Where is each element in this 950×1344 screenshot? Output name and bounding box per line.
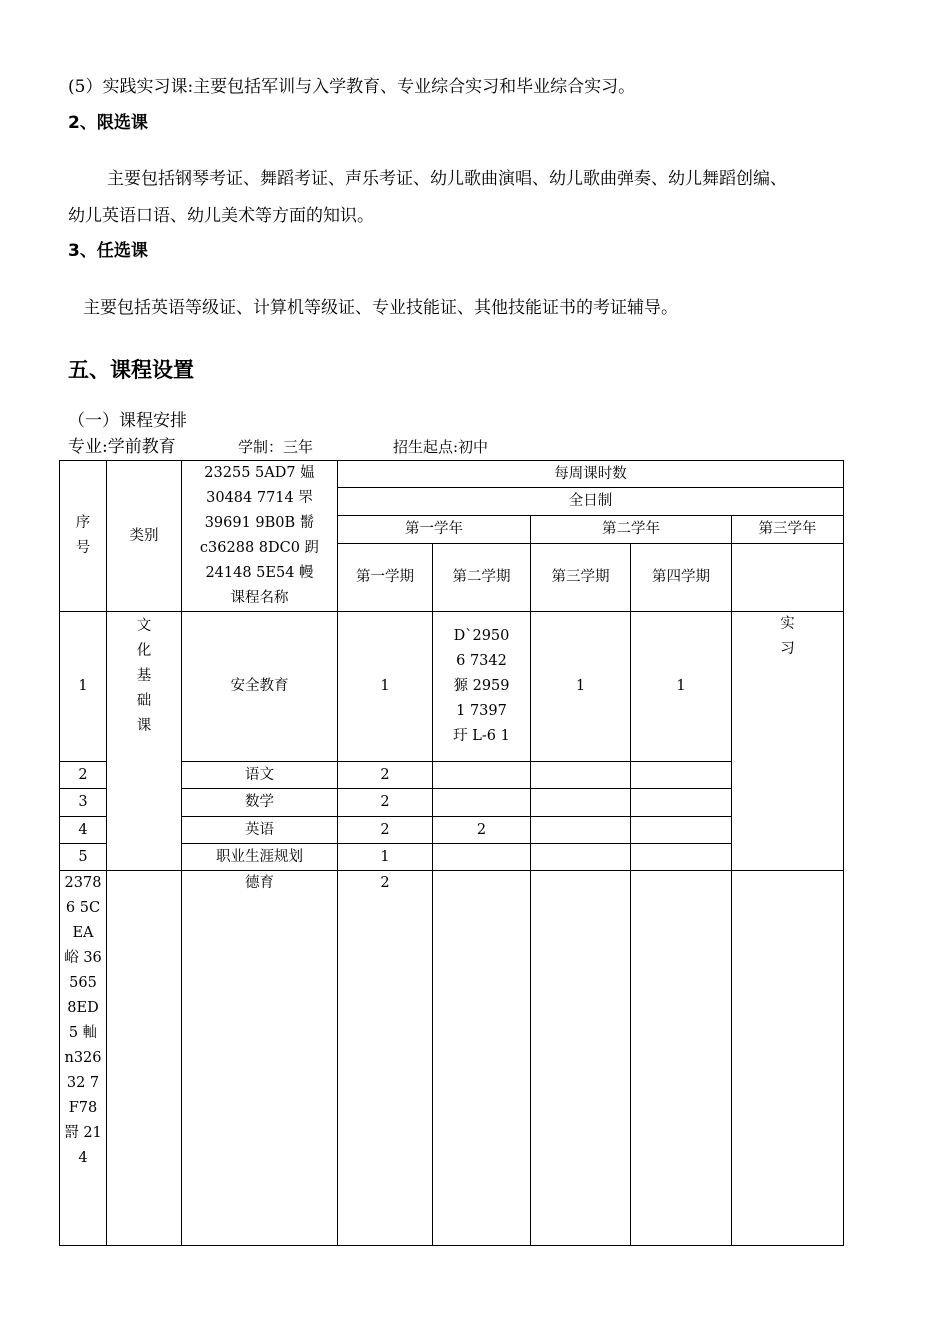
row-term-2 bbox=[433, 762, 531, 789]
row-no: 23786 5CEA 峪 36565 8ED5 軕 n32632 7F78 罸 214 bbox=[60, 871, 107, 1246]
category-culture: 文化基础课 bbox=[107, 612, 182, 871]
header-year-3: 第三学年 bbox=[732, 515, 844, 543]
row-term-1: 1 bbox=[338, 844, 433, 871]
course-schedule-table bbox=[59, 460, 844, 1246]
row-practice-empty bbox=[732, 871, 844, 1246]
limited-electives-text-1: 主要包括钢琴考证、舞蹈考证、声乐考证、幼儿歌曲演唱、幼儿歌曲弹奏、幼儿舞蹈创编、 bbox=[107, 169, 787, 189]
row-term-4 bbox=[631, 871, 732, 1246]
header-term-3: 第三学期 bbox=[531, 544, 631, 612]
optional-electives-text: 主要包括英语等级证、计算机等级证、专业技能证、其他技能证书的考证辅导。 bbox=[83, 298, 678, 318]
duration-label: 学制：三年 bbox=[238, 438, 314, 456]
header-course-line: 30484 7714 罘 bbox=[206, 490, 313, 506]
row-term-4: 1 bbox=[631, 612, 732, 762]
row-term-4 bbox=[631, 844, 732, 871]
row-term-3 bbox=[531, 871, 631, 1246]
row-term-2: 2 bbox=[433, 817, 531, 844]
header-course-name bbox=[182, 461, 338, 612]
row-term-4 bbox=[631, 789, 732, 817]
header-course-line: 课程名称 bbox=[230, 590, 289, 606]
header-category: 类别 bbox=[107, 461, 182, 612]
header-course-line: 23255 5AD7 媪 bbox=[204, 465, 315, 481]
row-term-2 bbox=[433, 871, 531, 1246]
major-label: 专业:学前教育 bbox=[68, 437, 176, 457]
row-category-empty bbox=[107, 871, 182, 1246]
row-term-4 bbox=[631, 762, 732, 789]
header-course-line: 39691 9B0B 鬋 bbox=[204, 515, 315, 531]
row-term-2 bbox=[433, 844, 531, 871]
limited-electives-text-2: 幼儿英语口语、幼儿美术等方面的知识。 bbox=[68, 206, 374, 226]
header-year-1: 第一学年 bbox=[338, 515, 531, 543]
row-no: 3 bbox=[60, 789, 107, 817]
row-no: 4 bbox=[60, 817, 107, 844]
row-term-1: 2 bbox=[338, 789, 433, 817]
row-course-name: 数学 bbox=[182, 789, 338, 817]
row-term-1: 2 bbox=[338, 817, 433, 844]
header-fulltime: 全日制 bbox=[338, 488, 844, 515]
optional-electives-heading: 3、任选课 bbox=[68, 241, 148, 261]
enrollment-label: 招生起点:初中 bbox=[393, 438, 489, 456]
row-course-name: 英语 bbox=[182, 817, 338, 844]
limited-electives-heading: 2、限选课 bbox=[68, 113, 148, 133]
row-term-2: D`29506 7342 獂 29591 7397 玗 L-6 1 bbox=[433, 612, 531, 762]
row-term-4 bbox=[631, 817, 732, 844]
row-term-3: 1 bbox=[531, 612, 631, 762]
header-term-2: 第二学期 bbox=[433, 544, 531, 612]
row-term-3 bbox=[531, 762, 631, 789]
practice-course-line: (5）实践实习课:主要包括军训与入学教育、专业综合实习和毕业综合实习。 bbox=[68, 77, 636, 97]
header-course-line: c36288 8DC0 跀 bbox=[199, 540, 320, 556]
row-course-name: 语文 bbox=[182, 762, 338, 789]
practice-cell: 实习 bbox=[732, 612, 844, 871]
row-term-1: 2 bbox=[338, 762, 433, 789]
row-no: 5 bbox=[60, 844, 107, 871]
row-no: 1 bbox=[60, 612, 107, 762]
row-no: 2 bbox=[60, 762, 107, 789]
row-course-name: 德育 bbox=[182, 871, 338, 1246]
row-term-3 bbox=[531, 789, 631, 817]
row-course-name: 职业生涯规划 bbox=[182, 844, 338, 871]
row-term-1: 2 bbox=[338, 871, 433, 1246]
header-course-line: 24148 5E54 幔 bbox=[205, 565, 314, 581]
header-term-empty bbox=[732, 544, 844, 612]
row-term-3 bbox=[531, 844, 631, 871]
row-course-name: 安全教育 bbox=[182, 612, 338, 762]
row-term-3 bbox=[531, 817, 631, 844]
section-title: 五、课程设置 bbox=[68, 358, 194, 382]
header-weekly-hours: 每周课时数 bbox=[338, 461, 844, 488]
header-year-2: 第二学年 bbox=[531, 515, 732, 543]
row-term-2 bbox=[433, 789, 531, 817]
header-term-1: 第一学期 bbox=[338, 544, 433, 612]
row-term-1: 1 bbox=[338, 612, 433, 762]
section-subtitle: （一）课程安排 bbox=[68, 411, 187, 431]
header-term-4: 第四学期 bbox=[631, 544, 732, 612]
header-no: 序号 bbox=[60, 461, 107, 612]
